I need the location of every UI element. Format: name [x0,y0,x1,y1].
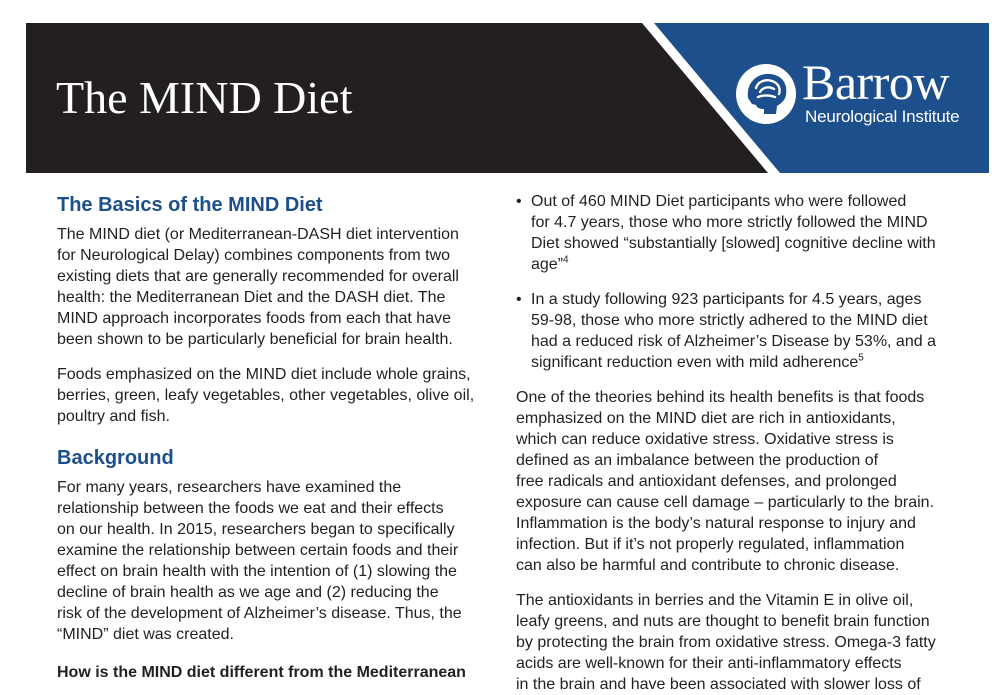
text-line: risk of the development of Alzheimer’s disease. Thus, the [57,605,462,622]
reference-number: 4 [563,254,569,266]
basics-paragraph-2 [57,364,497,427]
text-line: exposure can cause cell damage – particularly to the brain. [516,494,935,511]
text-line: for 4.7 years, those who more strictly followed the MIND [531,214,928,231]
text-line: One of the theories behind its health benefits is that foods [516,389,925,406]
text-line [531,352,966,373]
text-line: The antioxidants in berries and the Vitamin E in olive oil, [516,592,914,609]
text-line: Out of 460 MIND Diet participants who were followed [531,193,907,210]
text-line: leafy greens, and nuts are thought to benefit brain function [516,613,930,630]
text-line: In a study following 923 participants for 4.5 years, ages [531,291,922,308]
reference-number: 5 [858,352,864,364]
text-line: decline of brain health as we age and (2) reducing the [57,584,439,601]
text-line: emphasized on the MIND diet are rich in antioxidants, [516,410,896,427]
left-column [57,191,497,683]
header-banner [26,23,989,173]
text-line: health: the Mediterranean Diet and the DASH diet. The [57,289,446,306]
text-line: poultry and fish. [57,408,170,425]
text-fragment: significant reduction even with mild adherence [531,354,859,371]
text-line: by protecting the brain from oxidative stress. Omega-3 fatty [516,634,936,651]
text-line: effect on brain health with the intention of (1) slowing the [57,563,457,580]
text-line: been shown to be particularly beneficial for brain health. [57,331,453,348]
text-fragment: age” [531,256,564,273]
text-line: How is the MIND diet different from the Mediterranean [57,664,466,681]
text-line: 59-98, those who more strictly adhered to the MIND diet [531,312,928,329]
text-line: MIND approach incorporates foods from each that have [57,310,451,327]
text-line: The MIND diet (or Mediterranean-DASH diet intervention [57,226,459,243]
text-line: in the brain and have been associated with slower loss of [516,676,921,693]
brain-head-logo-icon [734,62,798,126]
text-line: had a reduced risk of Alzheimer’s Disease by 53%, and a [531,333,936,350]
basics-paragraph-1 [57,224,497,350]
document-title: The MIND Diet [56,72,353,123]
section-heading-basics: The Basics of the MIND Diet [57,194,323,216]
text-line: infection. But if it’s not properly regulated, inflammation [516,536,905,553]
background-paragraph [57,477,497,645]
text-line: can also be harmful and contribute to chronic disease. [516,557,900,574]
text-line: For many years, researchers have examined the [57,479,402,496]
bullet-icon: • [516,193,522,210]
list-item [516,289,966,373]
logo-subtitle: Neurological Institute [805,107,960,126]
logo-name: Barrow [802,54,949,110]
list-item [516,191,966,275]
text-line: defined as an imbalance between the production of [516,452,879,469]
text-line: acids are well-known for their anti-inflammatory effects [516,655,902,672]
findings-list [516,191,966,373]
text-line: relationship between the foods we eat and their effects [57,500,444,517]
text-line: which can reduce oxidative stress. Oxidative stress is [516,431,894,448]
text-line: Inflammation is the body’s natural response to injury and [516,515,916,532]
text-line [531,254,966,275]
text-line: Diet showed “substantially [slowed] cognitive decline with [531,235,936,252]
text-line: for Neurological Delay) combines components from two [57,247,451,264]
text-line: “MIND” diet was created. [57,626,234,643]
bullet-icon: • [516,291,522,308]
barrow-logo [734,54,984,131]
text-line: free radicals and antioxidant defenses, and prolonged [516,473,897,490]
text-line: Foods emphasized on the MIND diet include whole grains, [57,366,471,383]
text-line: existing diets that are generally recommended for overall [57,268,459,285]
text-line: on our health. In 2015, researchers began to specifically [57,521,455,538]
right-column [516,191,966,695]
theory-paragraph [516,387,966,576]
text-line: examine the relationship between certain foods and their [57,542,459,559]
antioxidants-paragraph [516,590,966,695]
text-line: berries, green, leafy vegetables, other vegetables, olive oil, [57,387,475,404]
section-heading-background: Background [57,447,174,469]
question-subheading [57,662,497,683]
